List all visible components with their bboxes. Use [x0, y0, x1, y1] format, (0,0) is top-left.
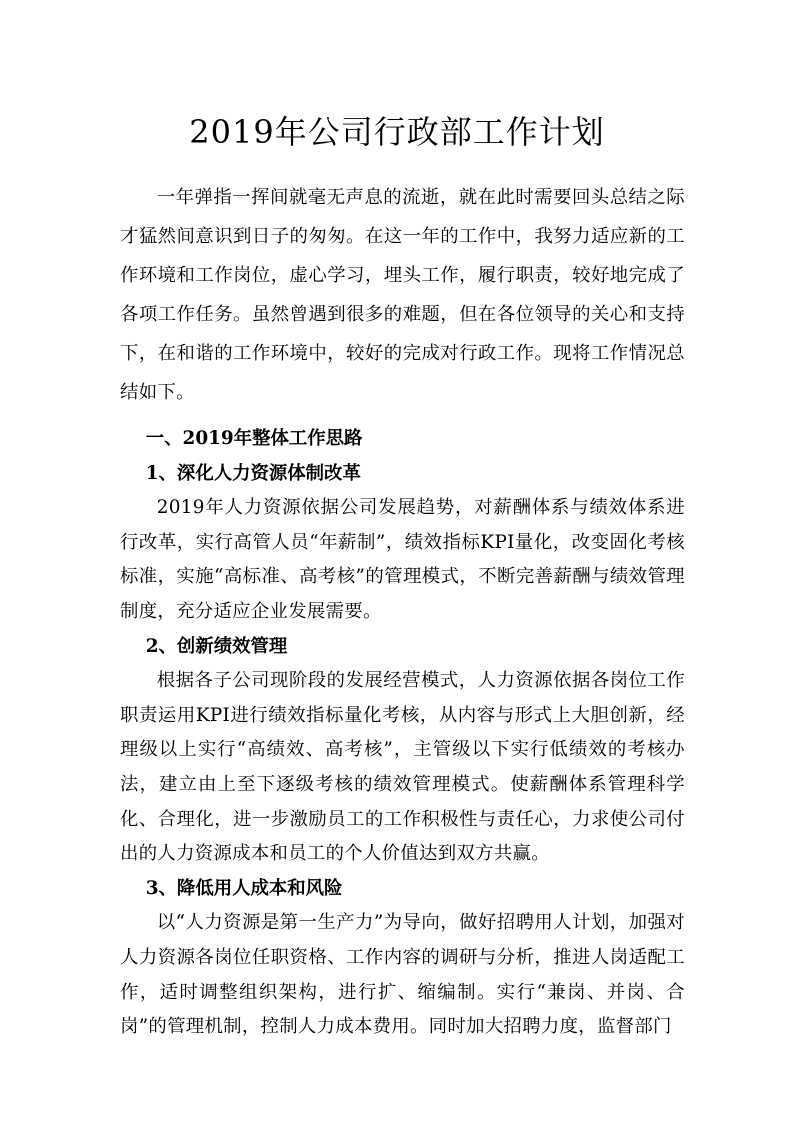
subsection-paragraph: 2019年人力资源依据公司发展趋势，对薪酬体系与绩效体系进行改革，实行高管人员“年薪制”，绩效指标KPI量化，改变固化考核标准，实施“高标准、高考核”的管理模式，不断完善薪酬与绩效管理制度，充分适应企业发展需要。: [120, 497, 685, 622]
subsection-paragraph: 以“人力资源是第一生产力”为导向，做好招聘用人计划，加强对人力资源各岗位任职资格、工作内容的调研与分析，推进人岗适配工作，适时调整组织架构，进行扩、缩编制。实行“兼岗、并岗、合岗”的管理机制，控制人力成本费用。同时加大招聘力度，监督部门: [120, 912, 685, 1038]
subsection-heading: 3、降低用人成本和风险: [145, 877, 343, 899]
subsection-heading: 2、创新绩效管理: [145, 635, 288, 657]
subsection-heading: 1、深化人力资源体制改革: [145, 462, 361, 484]
document-body: [120, 178, 685, 1045]
subsection-paragraph: 根据各子公司现阶段的发展经营模式，人力资源依据各岗位工作职责运用KPI进行绩效指标量化考核，从内容与形式上大胆创新，经理级以上实行“高绩效、高考核”，主管级以下实行低绩效的考核办法，建立由上至下逐级考核的绩效管理模式。使薪酬体系管理科学化、合理化，进一步激励员工的工作积极性与责任心，力求使公司付出的人力资源成本和员工的个人价值达到双方共赢。: [120, 670, 685, 865]
section-heading: 一、2019年整体工作思路: [145, 428, 363, 449]
page-title: 2019年公司行政部工作计划: [189, 113, 605, 151]
intro-paragraph: 一年弹指一挥间就毫无声息的流逝，就在此时需要回头总结之际才猛然间意识到日子的匆匆。在这一年的工作中，我努力适应新的工作环境和工作岗位，虚心学习，埋头工作，履行职责，较好地完成了各项工作任务。虽然曾遇到很多的难题，但在各位领导的关心和支持下，在和谐的工作环境中，较好的完成对行政工作。现将工作情况总结如下。: [120, 187, 685, 403]
